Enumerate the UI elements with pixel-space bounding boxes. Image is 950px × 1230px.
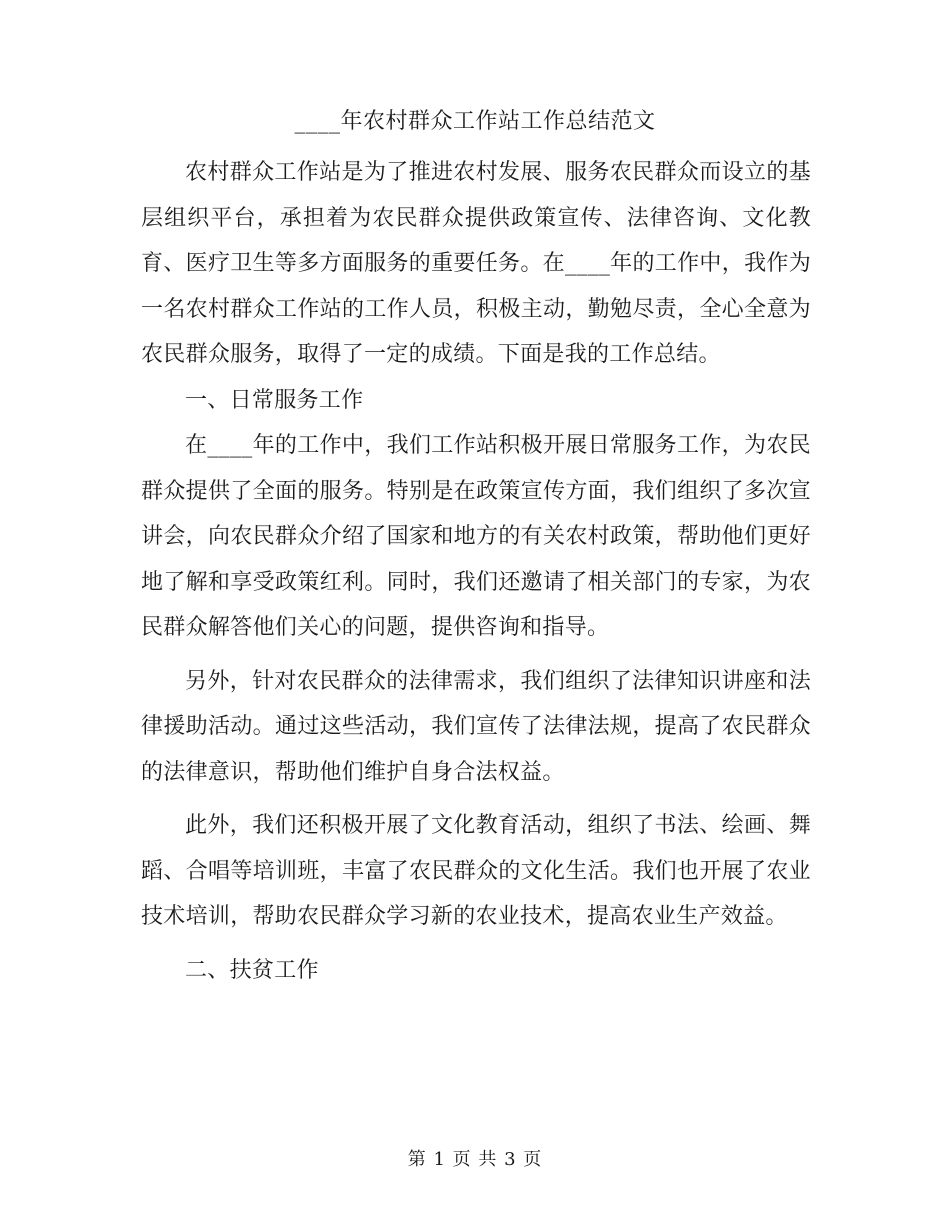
section-heading-daily-service: 一、日常服务工作 bbox=[185, 387, 364, 413]
section-heading-poverty-alleviation: 二、扶贫工作 bbox=[185, 957, 319, 983]
page-footer: 第 1 页 共 3 页 bbox=[407, 1149, 543, 1170]
paragraph-cultural-education: 此外，我们还积极开展了文化教育活动，组织了书法、绘画、舞蹈、合唱等培训班，丰富了农民群众的文化生活。我们也开展了农业技术培训，帮助农民群众学习新的农业技术，提高农业生产效益。 bbox=[141, 813, 811, 929]
paragraph-policy-promotion: 在____年的工作中，我们工作站积极开展日常服务工作，为农民群众提供了全面的服务。特别是在政策宣传方面，我们组织了多次宣讲会，向农民群众介绍了国家和地方的有关农村政策，帮助他们更好地了解和享受政策红利。同时，我们还邀请了相关部门的专家，为农民群众解答他们关心的问题，提供咨询和指导。 bbox=[141, 433, 811, 640]
document-body bbox=[141, 150, 811, 993]
paragraph-intro: 农村群众工作站是为了推进农村发展、服务农民群众而设立的基层组织平台，承担着为农民群众提供政策宣传、法律咨询、文化教育、医疗卫生等多方面服务的重要任务。在____年的工作中，我作为一名农村群众工作站的工作人员，积极主动，勤勉尽责，全心全意为农民群众服务，取得了一定的成绩。下面是我的工作总结。 bbox=[141, 160, 811, 367]
paragraph-legal-services: 另外，针对农民群众的法律需求，我们组织了法律知识讲座和法律援助活动。通过这些活动，我们宣传了法律法规，提高了农民群众的法律意识，帮助他们维护自身合法权益。 bbox=[141, 668, 811, 785]
document-title: ____年农村群众工作站工作总结范文 bbox=[294, 109, 656, 134]
